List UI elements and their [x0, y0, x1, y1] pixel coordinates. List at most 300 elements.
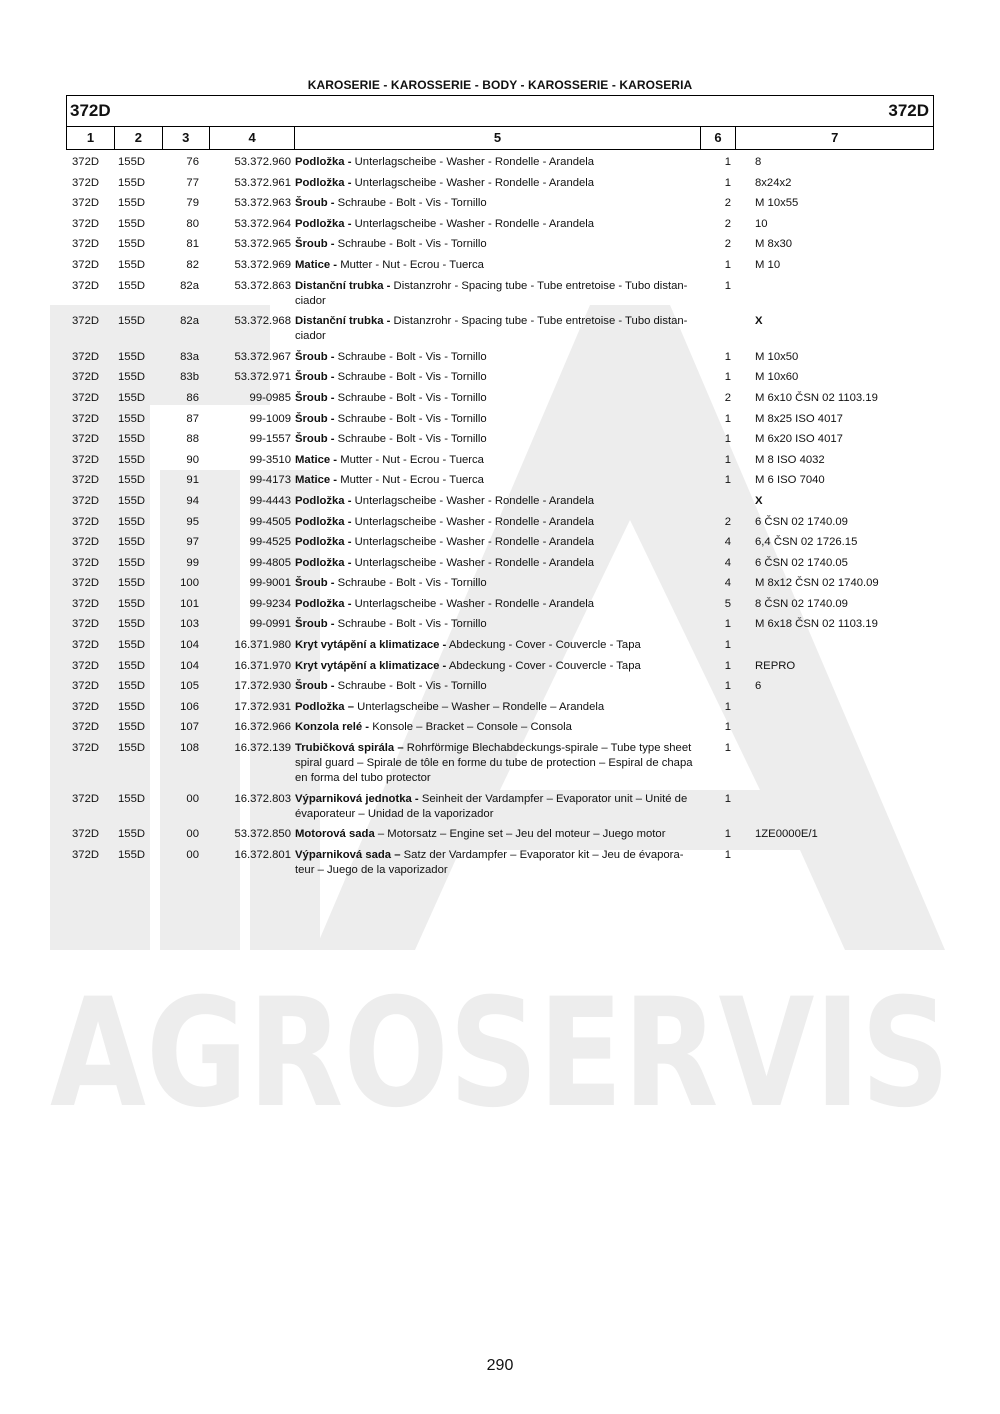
- position-cell: 00: [186, 848, 199, 861]
- description-cell: [295, 152, 701, 173]
- part-name-cz: Podložka -: [295, 556, 352, 569]
- column-header-6: 6: [701, 127, 737, 149]
- quantity-cell: 1: [724, 371, 731, 384]
- position-cell: 94: [186, 494, 199, 507]
- group-cell: 155D: [118, 412, 146, 425]
- note-cell: 6,4 ČSN 02 1726.15: [755, 536, 858, 549]
- part-name-cz: Motorová sada: [295, 828, 375, 841]
- model-cell: 372D: [72, 556, 100, 569]
- group-cell: 155D: [118, 536, 146, 549]
- part-name-translations: Satz der Vardampfer – Evaporator kit – Jeu de évapora-teur – Juego de la vaporizador: [295, 848, 684, 876]
- part-name-translations: Schraube - Bolt - Vis - Tornillo: [334, 680, 487, 693]
- note-cell: [737, 697, 934, 718]
- model-cell: 372D: [72, 597, 100, 610]
- part-name-cz: Podložka -: [295, 156, 352, 168]
- quantity-cell: 1: [724, 176, 731, 189]
- description-cell: [295, 234, 701, 255]
- description-cell: [295, 738, 701, 789]
- note-cell: M 6x18 ČSN 02 1103.19: [755, 618, 878, 631]
- note-cell: M 8x12 ČSN 02 1740.09: [755, 577, 879, 590]
- part-number-cell: 53.372.965: [234, 238, 291, 251]
- part-name-translations: Rohrförmige Blechabdeckungs-spirale – Tube type sheet spiral guard – Spirale de tôle en forme du tube de protection – Espiral de chapa en forma del tubo protector: [295, 742, 693, 785]
- table-row: [66, 234, 934, 255]
- table-row: [66, 255, 934, 276]
- group-cell: 155D: [118, 659, 146, 672]
- description-cell: [295, 614, 701, 635]
- quantity-cell: 4: [724, 536, 731, 549]
- table-row: [66, 276, 934, 312]
- model-cell: 372D: [72, 700, 100, 713]
- part-name-translations: Unterlagscheibe - Washer - Rondelle - Arandela: [351, 494, 595, 507]
- part-name-translations: Distanzrohr - Spacing tube - Tube entretoise - Tubo distan-ciador: [295, 315, 688, 343]
- table-row: [66, 738, 934, 789]
- column-header-3: 3: [163, 127, 210, 149]
- part-name-cz: Podložka -: [295, 494, 352, 507]
- group-cell: 155D: [118, 848, 146, 861]
- part-number-cell: 53.372.961: [234, 176, 291, 189]
- part-number-cell: 53.372.850: [234, 828, 291, 841]
- model-bar: [67, 96, 933, 127]
- note-cell: X: [755, 494, 763, 507]
- position-cell: 00: [186, 828, 199, 841]
- description-cell: [295, 409, 701, 430]
- quantity-cell: 4: [724, 577, 731, 590]
- part-name-translations: Mutter - Nut - Ecrou - Tuerca: [337, 474, 484, 487]
- part-number-cell: 53.372.964: [234, 217, 291, 230]
- quantity-cell: 1: [724, 279, 731, 292]
- table-row: [66, 491, 934, 512]
- description-cell: [295, 573, 701, 594]
- table-row: [66, 512, 934, 533]
- table-row: [66, 697, 934, 718]
- position-cell: 82: [186, 258, 199, 271]
- quantity-cell: 1: [724, 792, 731, 805]
- model-cell: 372D: [72, 156, 100, 168]
- note-cell: 6 ČSN 02 1740.05: [755, 556, 848, 569]
- quantity-cell: 1: [724, 721, 731, 734]
- group-cell: 155D: [118, 515, 146, 528]
- column-header-4: 4: [210, 127, 296, 149]
- position-cell: 108: [180, 742, 199, 755]
- quantity-cell: 1: [724, 700, 731, 713]
- table-row: [66, 347, 934, 368]
- note-cell: M 10: [755, 258, 781, 271]
- part-number-cell: 99-4505: [249, 515, 291, 528]
- note-cell: [737, 717, 934, 738]
- part-number-cell: 53.372.971: [234, 371, 291, 384]
- model-cell: 372D: [72, 848, 100, 861]
- part-name-cz: Podložka -: [295, 217, 352, 230]
- parts-table-body: [66, 152, 934, 880]
- quantity-cell: 1: [724, 828, 731, 841]
- model-cell: 372D: [72, 315, 100, 328]
- part-name-translations: Unterlagscheibe - Washer - Rondelle - Arandela: [351, 597, 595, 610]
- note-cell: [737, 789, 934, 825]
- part-name-translations: Abdeckung - Cover - Couvercle - Tapa: [446, 639, 641, 652]
- part-number-cell: 99-1557: [249, 433, 291, 446]
- model-cell: 372D: [72, 577, 100, 590]
- group-cell: 155D: [118, 197, 146, 210]
- part-number-cell: 99-4443: [249, 494, 291, 507]
- model-cell: 372D: [72, 433, 100, 446]
- position-cell: 79: [186, 197, 199, 210]
- model-cell: 372D: [72, 176, 100, 189]
- quantity-cell: 1: [724, 618, 731, 631]
- group-cell: 155D: [118, 371, 146, 384]
- description-cell: [295, 845, 701, 881]
- description-cell: [295, 532, 701, 553]
- model-cell: 372D: [72, 412, 100, 425]
- group-cell: 155D: [118, 792, 146, 805]
- model-cell: 372D: [72, 828, 100, 841]
- part-number-cell: 99-4805: [249, 556, 291, 569]
- table-row: [66, 367, 934, 388]
- position-cell: 99: [186, 556, 199, 569]
- position-cell: 87: [186, 412, 199, 425]
- group-cell: 155D: [118, 258, 146, 271]
- position-cell: 101: [180, 597, 199, 610]
- part-name-translations: Schraube - Bolt - Vis - Tornillo: [334, 238, 487, 251]
- quantity-cell: 1: [724, 659, 731, 672]
- part-name-cz: Šroub -: [295, 391, 335, 404]
- note-cell: M 10x60: [755, 371, 799, 384]
- note-cell: M 6x20 ISO 4017: [755, 433, 843, 446]
- position-cell: 104: [180, 639, 199, 652]
- part-name-cz: Šroub -: [295, 238, 335, 251]
- part-number-cell: 99-9001: [249, 577, 291, 590]
- model-cell: 372D: [72, 792, 100, 805]
- part-name-translations: Schraube - Bolt - Vis - Tornillo: [334, 371, 487, 384]
- position-cell: 86: [186, 391, 199, 404]
- group-cell: 155D: [118, 279, 146, 292]
- group-cell: 155D: [118, 721, 146, 734]
- part-name-cz: Kryt vytápění a klimatizace -: [295, 659, 447, 672]
- quantity-cell: 1: [724, 156, 731, 168]
- table-row: [66, 676, 934, 697]
- group-cell: 155D: [118, 577, 146, 590]
- note-cell: REPRO: [755, 659, 796, 672]
- part-name-translations: – Motorsatz – Engine set – Jeu del moteur – Juego motor: [374, 828, 666, 841]
- group-cell: 155D: [118, 156, 146, 168]
- position-cell: 105: [180, 680, 199, 693]
- part-name-cz: Šroub -: [295, 197, 335, 210]
- part-name-cz: Šroub -: [295, 350, 335, 363]
- table-row: [66, 594, 934, 615]
- model-cell: 372D: [72, 474, 100, 487]
- quantity-cell: 2: [724, 238, 731, 251]
- table-row: [66, 824, 934, 845]
- part-number-cell: 53.372.968: [234, 315, 291, 328]
- part-name-cz: Matice -: [295, 453, 338, 466]
- table-row: [66, 845, 934, 881]
- position-cell: 76: [186, 156, 199, 168]
- group-cell: 155D: [118, 315, 146, 328]
- quantity-cell: 1: [724, 742, 731, 755]
- part-name-translations: Distanzrohr - Spacing tube - Tube entretoise - Tubo distan-ciador: [295, 279, 688, 307]
- model-cell: 372D: [72, 721, 100, 734]
- position-cell: 95: [186, 515, 199, 528]
- quantity-cell: 2: [724, 515, 731, 528]
- column-header-7: 7: [831, 130, 839, 145]
- group-cell: 155D: [118, 700, 146, 713]
- part-number-cell: 16.371.980: [234, 639, 291, 652]
- group-cell: 155D: [118, 238, 146, 251]
- model-cell: 372D: [72, 258, 100, 271]
- column-headers: [67, 127, 933, 149]
- position-cell: 83b: [180, 371, 199, 384]
- part-name-translations: Konsole – Bracket – Console – Consola: [369, 721, 572, 734]
- description-cell: [295, 193, 701, 214]
- part-name-cz: Distanční trubka -: [295, 315, 391, 328]
- group-cell: 155D: [118, 217, 146, 230]
- part-name-cz: Šroub -: [295, 618, 335, 631]
- part-number-cell: 99-4173: [249, 474, 291, 487]
- quantity-cell: 2: [724, 391, 731, 404]
- part-name-cz: Distanční trubka -: [295, 279, 391, 292]
- table-row: [66, 789, 934, 825]
- description-cell: [295, 553, 701, 574]
- table-row: [66, 656, 934, 677]
- position-cell: 81: [186, 238, 199, 251]
- table-row: [66, 717, 934, 738]
- quantity-cell: 1: [724, 412, 731, 425]
- part-name-translations: Unterlagscheibe - Washer - Rondelle - Arandela: [351, 556, 595, 569]
- description-cell: [295, 676, 701, 697]
- part-name-cz: Matice -: [295, 474, 338, 487]
- note-cell: [737, 276, 934, 312]
- note-cell: M 10x55: [755, 197, 799, 210]
- table-row: [66, 429, 934, 450]
- description-cell: [295, 311, 701, 347]
- model-cell: 372D: [72, 350, 100, 363]
- position-cell: 91: [186, 474, 199, 487]
- quantity-cell: 1: [724, 639, 731, 652]
- model-cell: 372D: [72, 618, 100, 631]
- position-cell: 00: [186, 792, 199, 805]
- part-name-cz: Výparniková jednotka -: [295, 792, 419, 805]
- group-cell: 155D: [118, 556, 146, 569]
- part-number-cell: 99-4525: [249, 536, 291, 549]
- position-cell: 107: [180, 721, 199, 734]
- parts-table: [66, 152, 934, 880]
- description-cell: [295, 276, 701, 312]
- part-number-cell: 53.372.963: [234, 197, 291, 210]
- part-name-cz: Šroub -: [295, 577, 335, 590]
- description-cell: [295, 717, 701, 738]
- model-cell: 372D: [72, 197, 100, 210]
- quantity-cell: 1: [724, 258, 731, 271]
- part-name-cz: Konzola relé -: [295, 721, 370, 734]
- table-row: [66, 450, 934, 471]
- part-name-translations: Seinheit der Vardampfer – Evaporator unit – Unité de évaporateur – Unidad de la vaporizador: [295, 792, 688, 820]
- group-cell: 155D: [118, 176, 146, 189]
- part-number-cell: 17.372.931: [234, 700, 291, 713]
- part-number-cell: 16.372.801: [234, 848, 291, 861]
- group-cell: 155D: [118, 433, 146, 446]
- part-name-translations: Schraube - Bolt - Vis - Tornillo: [334, 391, 487, 404]
- part-name-translations: Schraube - Bolt - Vis - Tornillo: [334, 433, 487, 446]
- note-cell: 8: [755, 156, 762, 168]
- note-cell: M 8x30: [755, 238, 793, 251]
- description-cell: [295, 789, 701, 825]
- part-number-cell: 16.372.966: [234, 721, 291, 734]
- part-number-cell: 53.372.967: [234, 350, 291, 363]
- description-cell: [295, 255, 701, 276]
- model-cell: 372D: [72, 536, 100, 549]
- column-header-5: 5: [295, 127, 700, 149]
- table-header: [66, 95, 934, 150]
- note-cell: 6 ČSN 02 1740.09: [755, 515, 848, 528]
- description-cell: [295, 388, 701, 409]
- description-cell: [295, 367, 701, 388]
- model-cell: 372D: [72, 680, 100, 693]
- part-name-cz: Podložka –: [295, 700, 355, 713]
- model-right: 372D: [888, 101, 929, 120]
- group-cell: 155D: [118, 639, 146, 652]
- quantity-cell: [701, 491, 737, 512]
- description-cell: [295, 491, 701, 512]
- position-cell: 82a: [180, 315, 199, 328]
- description-cell: [295, 635, 701, 656]
- group-cell: 155D: [118, 474, 146, 487]
- page-title: KAROSERIE - KAROSSERIE - BODY - KAROSSERIE - KAROSERIA: [307, 78, 693, 92]
- part-number-cell: 16.372.139: [234, 742, 291, 755]
- table-row: [66, 614, 934, 635]
- group-cell: 155D: [118, 680, 146, 693]
- table-row: [66, 193, 934, 214]
- quantity-cell: 1: [724, 453, 731, 466]
- table-row: [66, 388, 934, 409]
- part-name-cz: Podložka -: [295, 597, 352, 610]
- position-cell: 106: [180, 700, 199, 713]
- page-number: 290: [486, 1357, 514, 1374]
- model-cell: 372D: [72, 238, 100, 251]
- note-cell: 1ZE0000E/1: [755, 828, 818, 841]
- watermark-text: AGROSERVIS: [50, 967, 950, 1141]
- part-number-cell: 16.371.970: [234, 659, 291, 672]
- note-cell: M 6 ISO 7040: [755, 474, 825, 487]
- position-cell: 97: [186, 536, 199, 549]
- part-name-cz: Šroub -: [295, 371, 335, 384]
- note-cell: 10: [755, 217, 768, 230]
- part-name-translations: Mutter - Nut - Ecrou - Tuerca: [337, 258, 484, 271]
- column-header-1: 1: [67, 127, 115, 149]
- part-name-translations: Abdeckung - Cover - Couvercle - Tapa: [446, 659, 641, 672]
- quantity-cell: 1: [724, 474, 731, 487]
- model-cell: 372D: [72, 742, 100, 755]
- group-cell: 155D: [118, 350, 146, 363]
- part-number-cell: 53.372.863: [234, 279, 291, 292]
- description-cell: [295, 512, 701, 533]
- group-cell: 155D: [118, 453, 146, 466]
- part-name-translations: Unterlagscheibe - Washer - Rondelle - Arandela: [351, 515, 595, 528]
- note-cell: M 8 ISO 4032: [755, 453, 825, 466]
- note-cell: 8 ČSN 02 1740.09: [755, 597, 848, 610]
- position-cell: 103: [180, 618, 199, 631]
- position-cell: 82a: [180, 279, 199, 292]
- part-number-cell: 99-0985: [249, 391, 291, 404]
- table-row: [66, 311, 934, 347]
- position-cell: 88: [186, 433, 199, 446]
- part-name-translations: Schraube - Bolt - Vis - Tornillo: [334, 350, 487, 363]
- description-cell: [295, 824, 701, 845]
- part-name-translations: Unterlagscheibe - Washer - Rondelle - Arandela: [351, 536, 595, 549]
- description-cell: [295, 429, 701, 450]
- model-cell: 372D: [72, 659, 100, 672]
- description-cell: [295, 697, 701, 718]
- note-cell: [737, 738, 934, 789]
- part-name-cz: Šroub -: [295, 412, 335, 425]
- position-cell: 100: [180, 577, 199, 590]
- table-row: [66, 173, 934, 194]
- part-number-cell: 53.372.960: [234, 156, 291, 168]
- part-name-translations: Schraube - Bolt - Vis - Tornillo: [334, 577, 487, 590]
- note-cell: M 6x10 ČSN 02 1103.19: [755, 391, 878, 404]
- description-cell: [295, 173, 701, 194]
- model-cell: 372D: [72, 371, 100, 384]
- model-cell: 372D: [72, 494, 100, 507]
- group-cell: 155D: [118, 391, 146, 404]
- model-cell: 372D: [72, 391, 100, 404]
- description-cell: [295, 347, 701, 368]
- part-name-translations: Mutter - Nut - Ecrou - Tuerca: [337, 453, 484, 466]
- table-row: [66, 532, 934, 553]
- model-left: 372D: [70, 101, 111, 120]
- part-name-cz: Podložka -: [295, 515, 352, 528]
- part-name-translations: Unterlagscheibe - Washer - Rondelle - Arandela: [351, 176, 595, 189]
- model-cell: 372D: [72, 453, 100, 466]
- note-cell: X: [755, 315, 763, 328]
- part-name-translations: Schraube - Bolt - Vis - Tornillo: [334, 412, 487, 425]
- table-row: [66, 152, 934, 173]
- position-cell: 80: [186, 217, 199, 230]
- note-cell: 8x24x2: [755, 176, 792, 189]
- description-cell: [295, 594, 701, 615]
- part-number-cell: 16.372.803: [234, 792, 291, 805]
- column-header-2: 2: [115, 127, 163, 149]
- quantity-cell: 1: [724, 350, 731, 363]
- part-name-translations: Unterlagscheibe - Washer - Rondelle - Arandela: [351, 156, 595, 168]
- part-number-cell: 53.372.969: [234, 258, 291, 271]
- part-name-cz: Kryt vytápění a klimatizace -: [295, 639, 447, 652]
- part-number-cell: 99-0991: [249, 618, 291, 631]
- description-cell: [295, 214, 701, 235]
- quantity-cell: 2: [724, 217, 731, 230]
- position-cell: 90: [186, 453, 199, 466]
- group-cell: 155D: [118, 828, 146, 841]
- table-row: [66, 214, 934, 235]
- part-name-translations: Unterlagscheibe - Washer - Rondelle - Arandela: [351, 217, 595, 230]
- position-cell: 104: [180, 659, 199, 672]
- part-name-cz: Trubičková spirála –: [295, 742, 404, 755]
- model-cell: 372D: [72, 639, 100, 652]
- quantity-cell: 4: [724, 556, 731, 569]
- quantity-cell: 1: [724, 848, 731, 861]
- part-name-translations: Schraube - Bolt - Vis - Tornillo: [334, 618, 487, 631]
- note-cell: M 8x25 ISO 4017: [755, 412, 843, 425]
- group-cell: 155D: [118, 494, 146, 507]
- table-row: [66, 573, 934, 594]
- quantity-cell: [701, 311, 737, 347]
- table-row: [66, 470, 934, 491]
- part-number-cell: 17.372.930: [234, 680, 291, 693]
- part-name-translations: Schraube - Bolt - Vis - Tornillo: [334, 197, 487, 210]
- note-cell: M 10x50: [755, 350, 799, 363]
- table-row: [66, 553, 934, 574]
- part-name-cz: Podložka -: [295, 176, 352, 189]
- part-name-cz: Šroub -: [295, 680, 335, 693]
- table-row: [66, 635, 934, 656]
